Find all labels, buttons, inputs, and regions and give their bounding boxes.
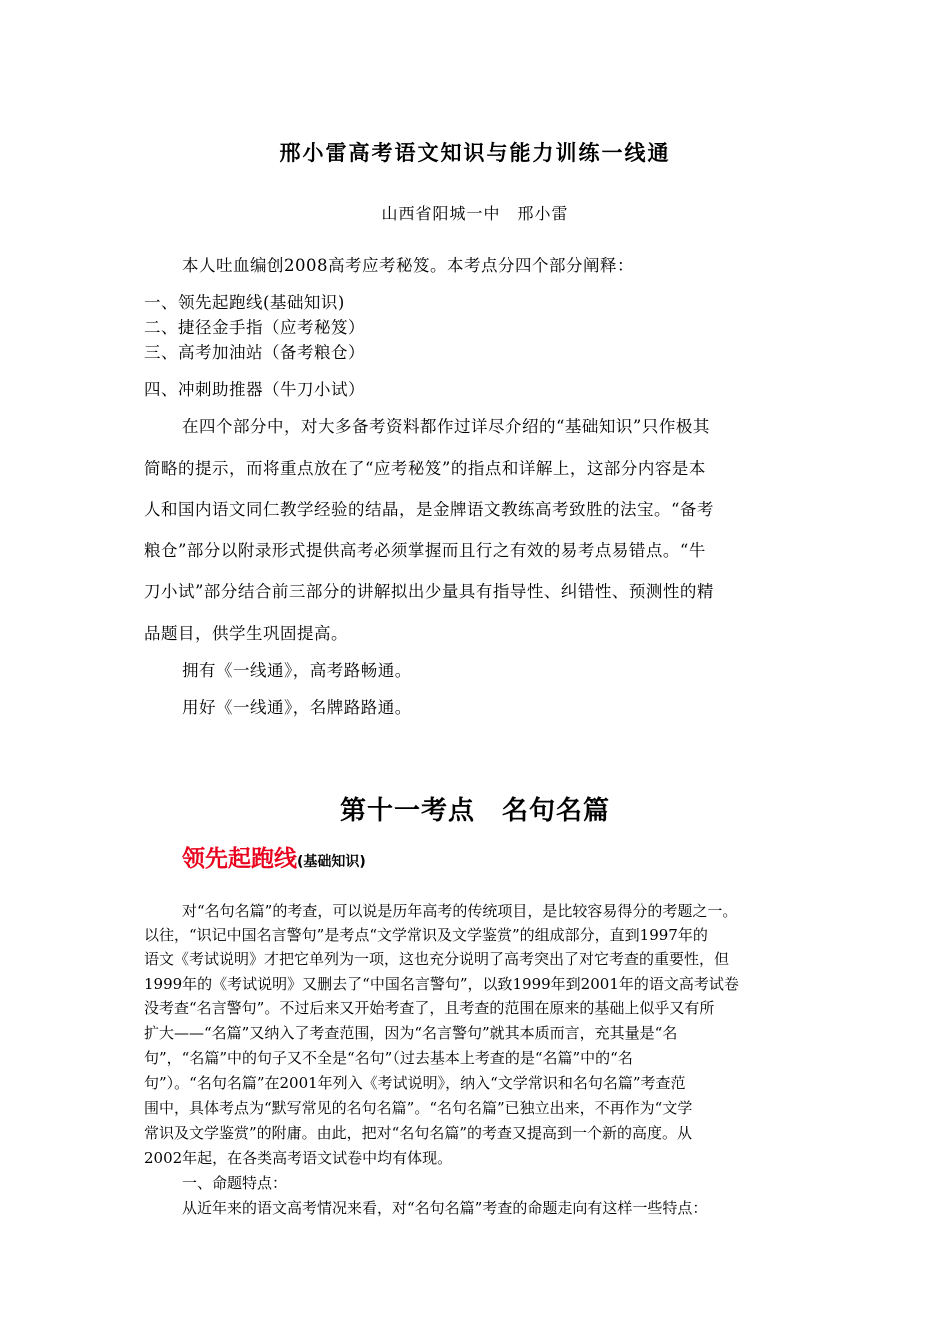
subheading: 一、命题特点： (182, 1174, 288, 1192)
body-line: 语文《考试说明》才把它单列为一项，这也充分说明了高考突出了对它考查的重要性，但 (144, 950, 730, 968)
slogan-2: 用好《一线通》，名牌路路通。 (182, 698, 412, 717)
body-line: 围中，具体考点为“默写常见的名句名篇”。“名句名篇”已独立出来，不再作为“文学 (144, 1099, 693, 1117)
body-line: 2002年起，在各类高考语文试卷中均有体现。 (144, 1149, 453, 1167)
section-heading-sub: (基础知识) (297, 854, 366, 870)
body-line: 常识及文学鉴赏”的附庸。由此，把对“名句名篇”的考查又提高到一个新的高度。从 (144, 1124, 693, 1142)
paragraph-line: 简略的提示，而将重点放在了“应考秘笈”的指点和详解上，这部分内容是本 (144, 459, 706, 478)
body-line: 对“名句名篇”的考查，可以说是历年高考的传统项目，是比较容易得分的考题之一。 (182, 902, 738, 920)
part-item-4: 四、冲刺助推器（牛刀小试） (144, 380, 365, 399)
body-line: 句”）。“名句名篇”在2001年列入《考试说明》，纳入“文学常识和名句名篇”考查范 (144, 1074, 686, 1092)
intro-text: 本人吐血编创2008高考应考秘笈。本考点分四个部分阐释： (182, 256, 634, 275)
body-line: 从近年来的语文高考情况来看，对“名句名篇”考查的命题走向有这样一些特点： (182, 1199, 708, 1217)
body-line: 1999年的《考试说明》又删去了“中国名言警句”，以致1999年到2001年的语文高考试卷 (144, 975, 739, 993)
part-item-2: 二、捷径金手指（应考秘笈） (144, 318, 365, 337)
body-line: 句”，“名篇”中的句子又不全是“名句”（过去基本上考查的是“名篇”中的“名 (144, 1049, 633, 1067)
part-item-3: 三、高考加油站（备考粮仓） (144, 343, 365, 362)
document-title: 邢小雷高考语文知识与能力训练一线通 (279, 140, 671, 165)
paragraph-line: 刀小试”部分结合前三部分的讲解拟出少量具有指导性、纠错性、预测性的精 (144, 582, 714, 601)
author-line: 山西省阳城一中 邢小雷 (381, 204, 569, 223)
body-line: 扩大——“名篇”又纳入了考查范围，因为“名言警句”就其本质而言，充其量是“名 (144, 1024, 678, 1042)
slogan-1: 拥有《一线通》，高考路畅通。 (182, 661, 412, 680)
paragraph-line: 粮仓”部分以附录形式提供高考必须掌握而且行之有效的易考点易错点。“牛 (144, 541, 706, 560)
body-line: 以往，“识记中国名言警句”是考点“文学常识及文学鉴赏”的组成部分，直到1997年的 (144, 926, 708, 944)
paragraph-line: 人和国内语文同仁教学经验的结晶，是金牌语文教练高考致胜的法宝。“备考 (144, 500, 714, 519)
chapter-title: 第十一考点 名句名篇 (339, 796, 610, 826)
body-line: 没考查“名言警句”。不过后来又开始考查了，且考查的范围在原来的基础上似乎又有所 (144, 999, 715, 1017)
paragraph-line: 在四个部分中，对大多备考资料都作过详尽介绍的“基础知识”只作极其 (182, 417, 710, 436)
paragraph-line: 品题目，供学生巩固提高。 (144, 624, 348, 643)
section-heading (182, 840, 366, 873)
part-item-1: 一、领先起跑线(基础知识) (144, 293, 345, 312)
section-heading-main: 领先起跑线 (182, 846, 297, 872)
